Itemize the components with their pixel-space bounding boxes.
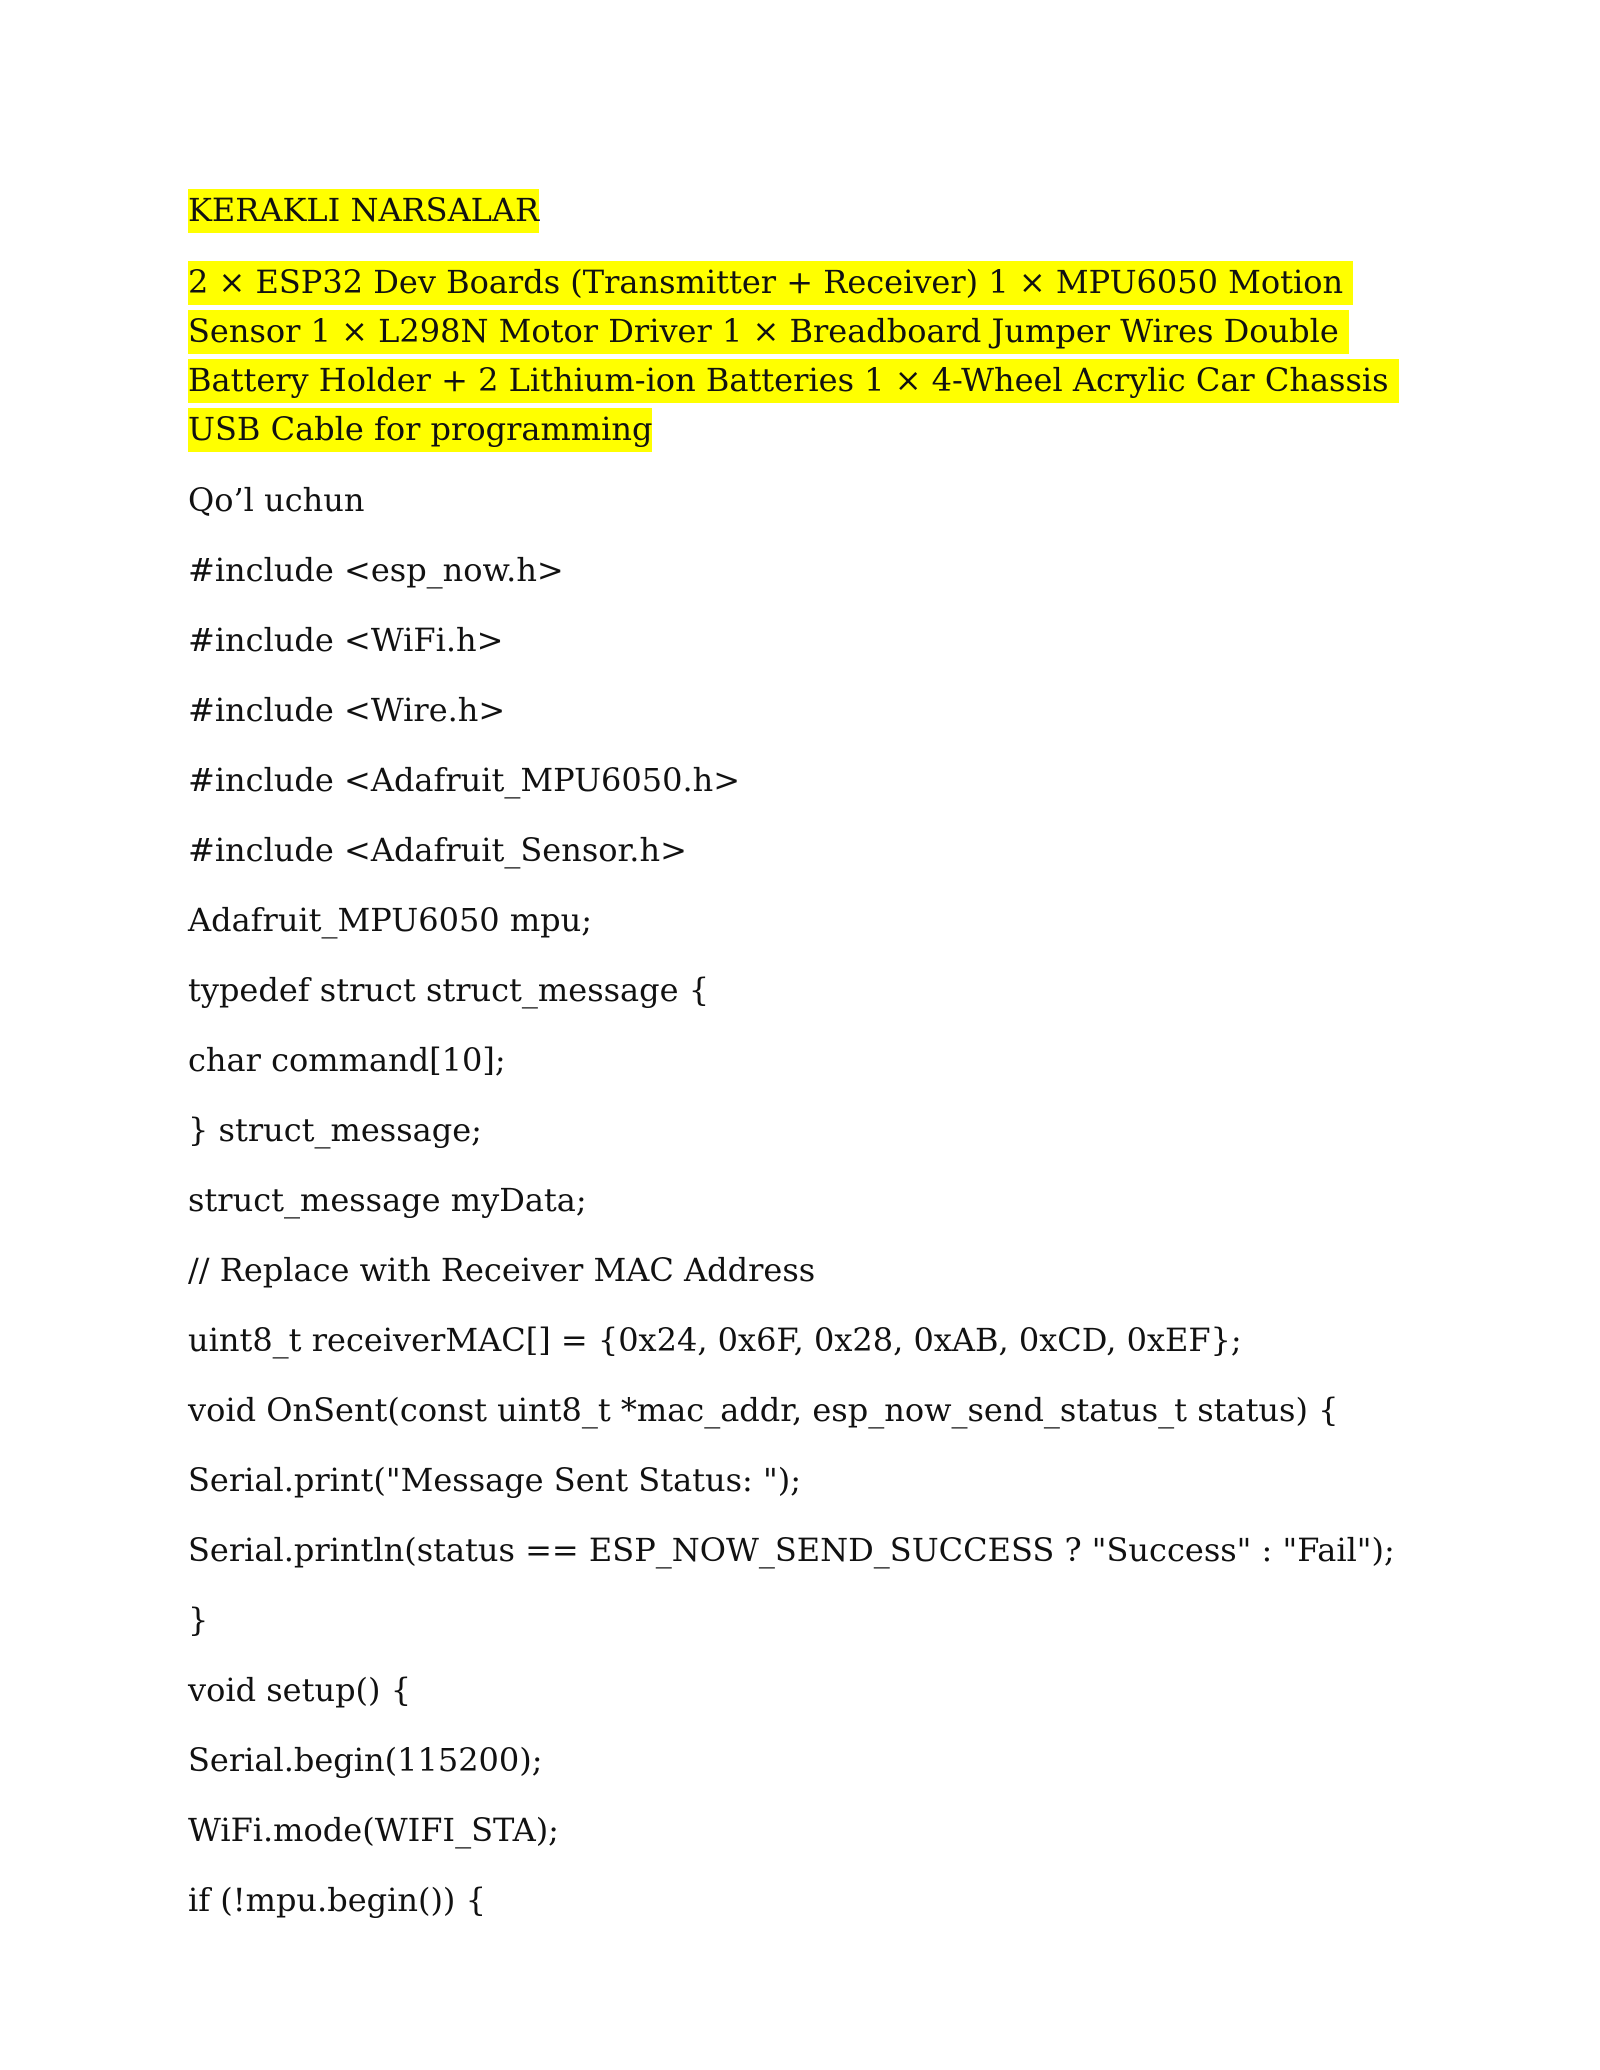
code-line: Adafruit_MPU6050 mpu; [188,901,593,939]
code-line: struct_message myData; [188,1181,587,1219]
parts-title-text: KERAKLI NARSALAR [188,189,539,233]
document-page [188,186,1448,1946]
code-line: #include <Adafruit_Sensor.h> [188,831,687,869]
code-line: WiFi.mode(WIFI_STA); [188,1811,559,1849]
code-line: typedef struct struct_message { [188,971,710,1009]
code-line: void OnSent(const uint8_t *mac_addr, esp_now_send_status_t status) { [188,1391,1339,1429]
code-line: if (!mpu.begin()) { [188,1881,486,1919]
parts-list-text: 2 × ESP32 Dev Boards (Transmitter + Receiver) 1 × MPU6050 Motion Sensor 1 × L298N Motor Driver 1 × Breadboard Jumper Wires Double Battery Holder + 2 Lithium-ion Batteries 1 × 4-Wheel Acrylic Car Chassis USB Cable for programming [188,261,1399,452]
code-line: #include <Wire.h> [188,691,506,729]
code-line: Serial.print("Message Sent Status: "); [188,1461,801,1499]
code-line: #include <Adafruit_MPU6050.h> [188,761,741,799]
code-line: char command[10]; [188,1041,506,1079]
parts-list [188,258,1448,454]
code-comment: // Replace with Receiver MAC Address [188,1251,816,1289]
code-line: } struct_message; [188,1111,482,1149]
code-line: #include <WiFi.h> [188,621,504,659]
code-line: void setup() { [188,1671,412,1709]
code-line: uint8_t receiverMAC[] = {0x24, 0x6F, 0x28, 0xAB, 0xCD, 0xEF}; [188,1321,1242,1359]
parts-title [188,186,1448,235]
code-line: Serial.println(status == ESP_NOW_SEND_SUCCESS ? "Success" : "Fail"); [188,1531,1395,1569]
code-line: Serial.begin(115200); [188,1741,543,1779]
code-line: } [188,1601,209,1639]
section-heading: Qo’l uchun [188,481,365,519]
code-line: #include <esp_now.h> [188,551,564,589]
